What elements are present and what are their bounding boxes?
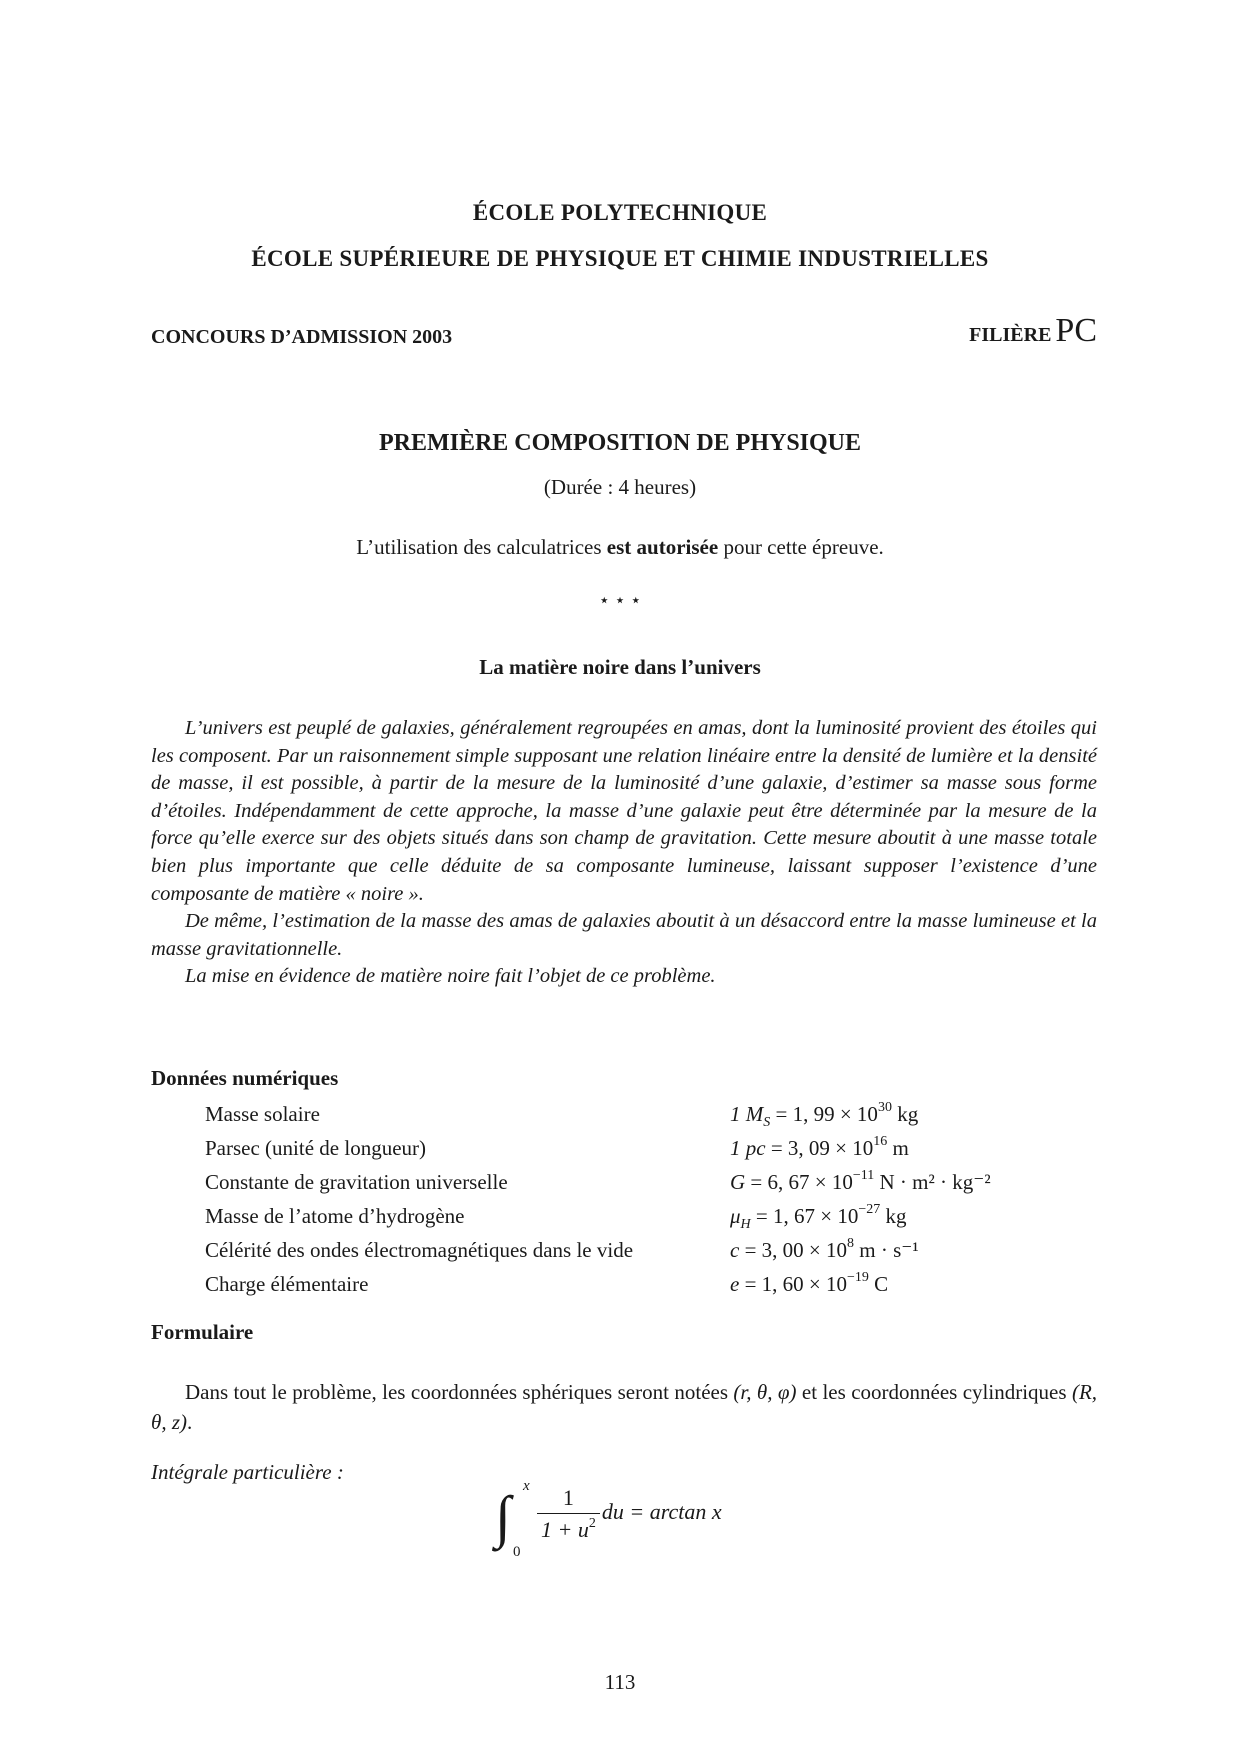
donnees-label: Célérité des ondes électromagnétiques dans le vide bbox=[205, 1237, 634, 1262]
abstract bbox=[151, 715, 1097, 991]
donnees-row bbox=[205, 1267, 1105, 1301]
donnees-label: Parsec (unité de longueur) bbox=[205, 1135, 427, 1160]
formulaire-text bbox=[151, 1377, 1097, 1437]
donnees-value: c = 3, $00 \times 10^8$ m · s⁻¹ bbox=[730, 1235, 919, 1262]
donnees-table bbox=[205, 1097, 1105, 1301]
donnees-label: Masse solaire bbox=[205, 1101, 320, 1126]
donnees-value: 1 pc = 3, $09 \times 10^{16}$ m bbox=[730, 1133, 909, 1160]
integral-body bbox=[535, 1485, 722, 1543]
calc-text-1: L’utilisation des calculatrices bbox=[356, 535, 602, 559]
integral-fraction bbox=[537, 1485, 600, 1543]
formulaire-text-3: . bbox=[186, 1410, 193, 1434]
donnees-row bbox=[205, 1199, 1105, 1233]
donnees-value: $\mu_H = 1$, $67 \times 10^{-27}$ kg bbox=[730, 1201, 907, 1232]
problem-title: La matière noire dans l’univers bbox=[479, 655, 761, 679]
formulaire-text-1: Dans tout le problème, les coordonnées sphériques seront notées bbox=[185, 1380, 729, 1404]
exam-title: PREMIÈRE COMPOSITION DE PHYSIQUE bbox=[378, 430, 862, 456]
integral-rest: du = arctan x bbox=[601, 1499, 722, 1525]
stars-separator: ⋆ ⋆ ⋆ bbox=[598, 590, 642, 610]
formulaire-text-2: et les coordonnées cylindriques bbox=[801, 1380, 1067, 1404]
donnees-label: Masse de l’atome d’hydrogène bbox=[205, 1203, 465, 1228]
donnees-row bbox=[205, 1165, 1105, 1199]
fraction-numerator: 1 bbox=[562, 1485, 574, 1510]
donnees-heading: Données numériques bbox=[151, 1066, 339, 1090]
donnees-value: G = 6, $67 \times 10^{-11}$ N · m² · kg⁻² bbox=[730, 1167, 991, 1194]
filiere-code: PC bbox=[1055, 312, 1097, 349]
calc-text-2: pour cette épreuve. bbox=[723, 535, 884, 559]
integral-sign: ∫ bbox=[495, 1484, 511, 1549]
fraction-denominator: $1 + u^2$ bbox=[537, 1513, 600, 1543]
formulaire-heading: Formulaire bbox=[151, 1320, 254, 1344]
school-name-1: ÉCOLE POLYTECHNIQUE bbox=[472, 200, 768, 225]
spherical-coords: (r, θ, φ) bbox=[733, 1380, 797, 1404]
abstract-paragraph-1: L’univers est peuplé de galaxies, généralement regroupées en amas, dont la luminosité provient des étoiles qui les composent. Par un raisonnement simple supposant une relation linéaire entre la densité de lumière et la densité de masse, il est possible, à partir de la mesure de la luminosité d’une galaxie, d’estimer sa masse sous forme d’étoiles. Indépendamment de cette approche, la masse d’une galaxie peut être déterminée par la mesure de la force qu’elle exerce sur des objets situés dans son champ de gravitation. Cette mesure aboutit à une masse totale bien plus importante que celle déduite de sa composante lumineuse, laissant supposer l’existence d’une composante de matière « noire ». bbox=[151, 717, 1097, 905]
donnees-label: Constante de gravitation universelle bbox=[205, 1169, 508, 1194]
donnees-row bbox=[205, 1131, 1105, 1165]
donnees-label: Charge élémentaire bbox=[205, 1271, 369, 1296]
integral-upper: x bbox=[523, 1478, 530, 1494]
page-number: 113 bbox=[604, 1670, 636, 1694]
integral-lower: 0 bbox=[513, 1544, 521, 1560]
donnees-row bbox=[205, 1233, 1105, 1267]
donnees-value: e = 1, $60 \times 10^{-19}$ C bbox=[730, 1269, 889, 1296]
integral-label: Intégrale particulière : bbox=[151, 1460, 344, 1484]
donnees-row bbox=[205, 1097, 1105, 1131]
abstract-paragraph-2: De même, l’estimation de la masse des amas de galaxies aboutit à un désaccord entre la masse lumineuse et la masse gravitationnelle. bbox=[151, 910, 1097, 960]
donnees-value: 1 $M_S = 1$, $99 \times 10^{30}$ kg bbox=[730, 1099, 919, 1130]
school-name-2: ÉCOLE SUPÉRIEURE DE PHYSIQUE ET CHIMIE INDUSTRIELLES bbox=[251, 246, 989, 271]
calc-text-bold: est autorisée bbox=[606, 535, 719, 559]
filiere-label: FILIÈRE bbox=[969, 324, 1052, 346]
concours-label: CONCOURS D’ADMISSION 2003 bbox=[151, 326, 453, 348]
calculator-notice bbox=[0, 535, 1240, 560]
abstract-paragraph-3: La mise en évidence de matière noire fait l’objet de ce problème. bbox=[185, 965, 716, 988]
filiere bbox=[969, 312, 1097, 350]
cylindrical-coords: (R, θ, z) bbox=[151, 1380, 1098, 1434]
exam-duration: (Durée : 4 heures) bbox=[543, 475, 697, 499]
